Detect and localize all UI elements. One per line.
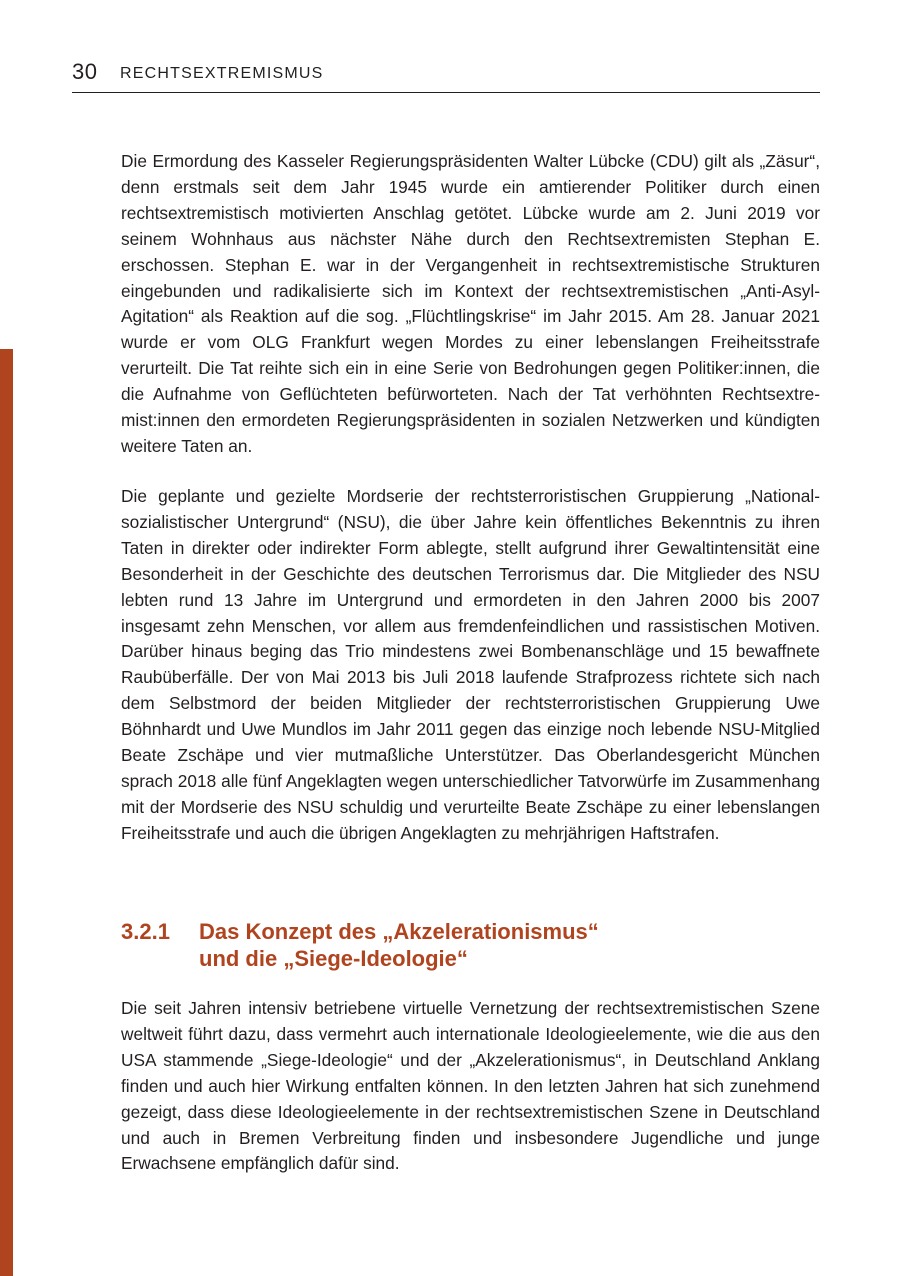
section-title-line-2: und die „Siege-Ideologie“ bbox=[199, 946, 468, 971]
page-number: 30 bbox=[72, 59, 98, 84]
section-title-line-1: Das Konzept des „Akzelerationismus“ bbox=[199, 919, 599, 944]
side-accent-bar bbox=[0, 349, 13, 1276]
page-header bbox=[72, 58, 820, 93]
body-paragraph-1: Die Ermordung des Kasseler Regierungspräsidenten Walter Lübcke (CDU) gilt als „Zäsur“, denn erstmals seit dem Jahr 1945 wurde ein amtierender Politiker durch einen rechtsextremistisch motivierten Anschlag getötet. Lübcke wurde am 2. Juni 2019 vor seinem Wohnhaus aus nächster Nähe durch den Rechtsextremisten Stephan E. erschossen. Stephan E. war in der Vergangenheit in rechtsextremistische Strukturen eingebunden und radikalisierte sich im Kontext der rechtsextremistischen „Anti-Asyl-Agitation“ als Reaktion auf die sog. „Flüchtlingskrise“ im Jahr 2015. Am 28. Januar 2021 wurde er vom OLG Frankfurt wegen Mordes zu einer lebenslangen Freiheitsstrafe verurteilt. Die Tat reihte sich ein in eine Serie von Bedrohungen gegen Politiker:innen, die die Aufnahme von Geflüchteten befürworteten. Nach der Tat verhöhnten Rechtsextremist:innen den ermordeten Regierungspräsidenten in sozialen Netzwerken und kündigten weitere Taten an. bbox=[121, 151, 820, 456]
section-title bbox=[199, 918, 799, 972]
body-paragraph-2: Die geplante und gezielte Mordserie der rechtsterroristischen Gruppierung „Nationalsozialistischer Untergrund“ (NSU), die über Jahre kein öffentliches Bekenntnis zu ihren Taten in direkter oder indirekter Form ablegte, stellt aufgrund ihrer Gewaltintensität eine Besonderheit in der Geschichte des deutschen Terrorismus dar. Die Mitglieder des NSU lebten rund 13 Jahre im Untergrund und ermordeten in den Jahren 2000 bis 2007 insgesamt zehn Menschen, vor allem aus fremdenfeindlichen und rassistischen Motiven. Darüber hinaus beging das Trio mindestens zwei Bombenanschläge und 15 bewaffnete Raubüberfälle. Der von Mai 2013 bis Juli 2018 laufende Strafprozess richtete sich nach dem Selbstmord der beiden Mitglieder der rechtsterroristischen Gruppierung Uwe Böhnhardt und Uwe Mundlos im Jahr 2011 gegen das einzige noch lebende NSU-Mitglied Beate Zschäpe und vier mutmaßliche Unterstützer. Das Oberlandesgericht München sprach 2018 alle fünf Angeklagten wegen unterschiedlicher Tatvorwürfe im Zusammenhang mit der Mordserie des NSU schuldig und verurteilte Beate Zschäpe zu einer lebenslangen Freiheitsstrafe und auch die übrigen Angeklagten zu mehrjährigen Haftstrafen. bbox=[121, 486, 820, 843]
section-number: 3.2.1 bbox=[121, 919, 170, 944]
running-title: RECHTSEXTREMISMUS bbox=[120, 65, 324, 82]
body-paragraph-3: Die seit Jahren intensiv betriebene virtuelle Vernetzung der rechtsextremistischen Szene weltweit führt dazu, dass vermehrt auch internationale Ideologieelemente, wie die aus den USA stammende „Siege-Ideologie“ und der „Akzelerationismus“, in Deutschland Anklang finden und auch hier Wirkung entfalten können. In den letzten Jahren hat sich zunehmend gezeigt, dass diese Ideologieelemente in der rechtsextremistischen Szene in Deutschland und auch in Bremen Verbreitung finden und insbesondere Jugendliche und junge Erwachsene empfänglich dafür sind. bbox=[121, 998, 820, 1174]
